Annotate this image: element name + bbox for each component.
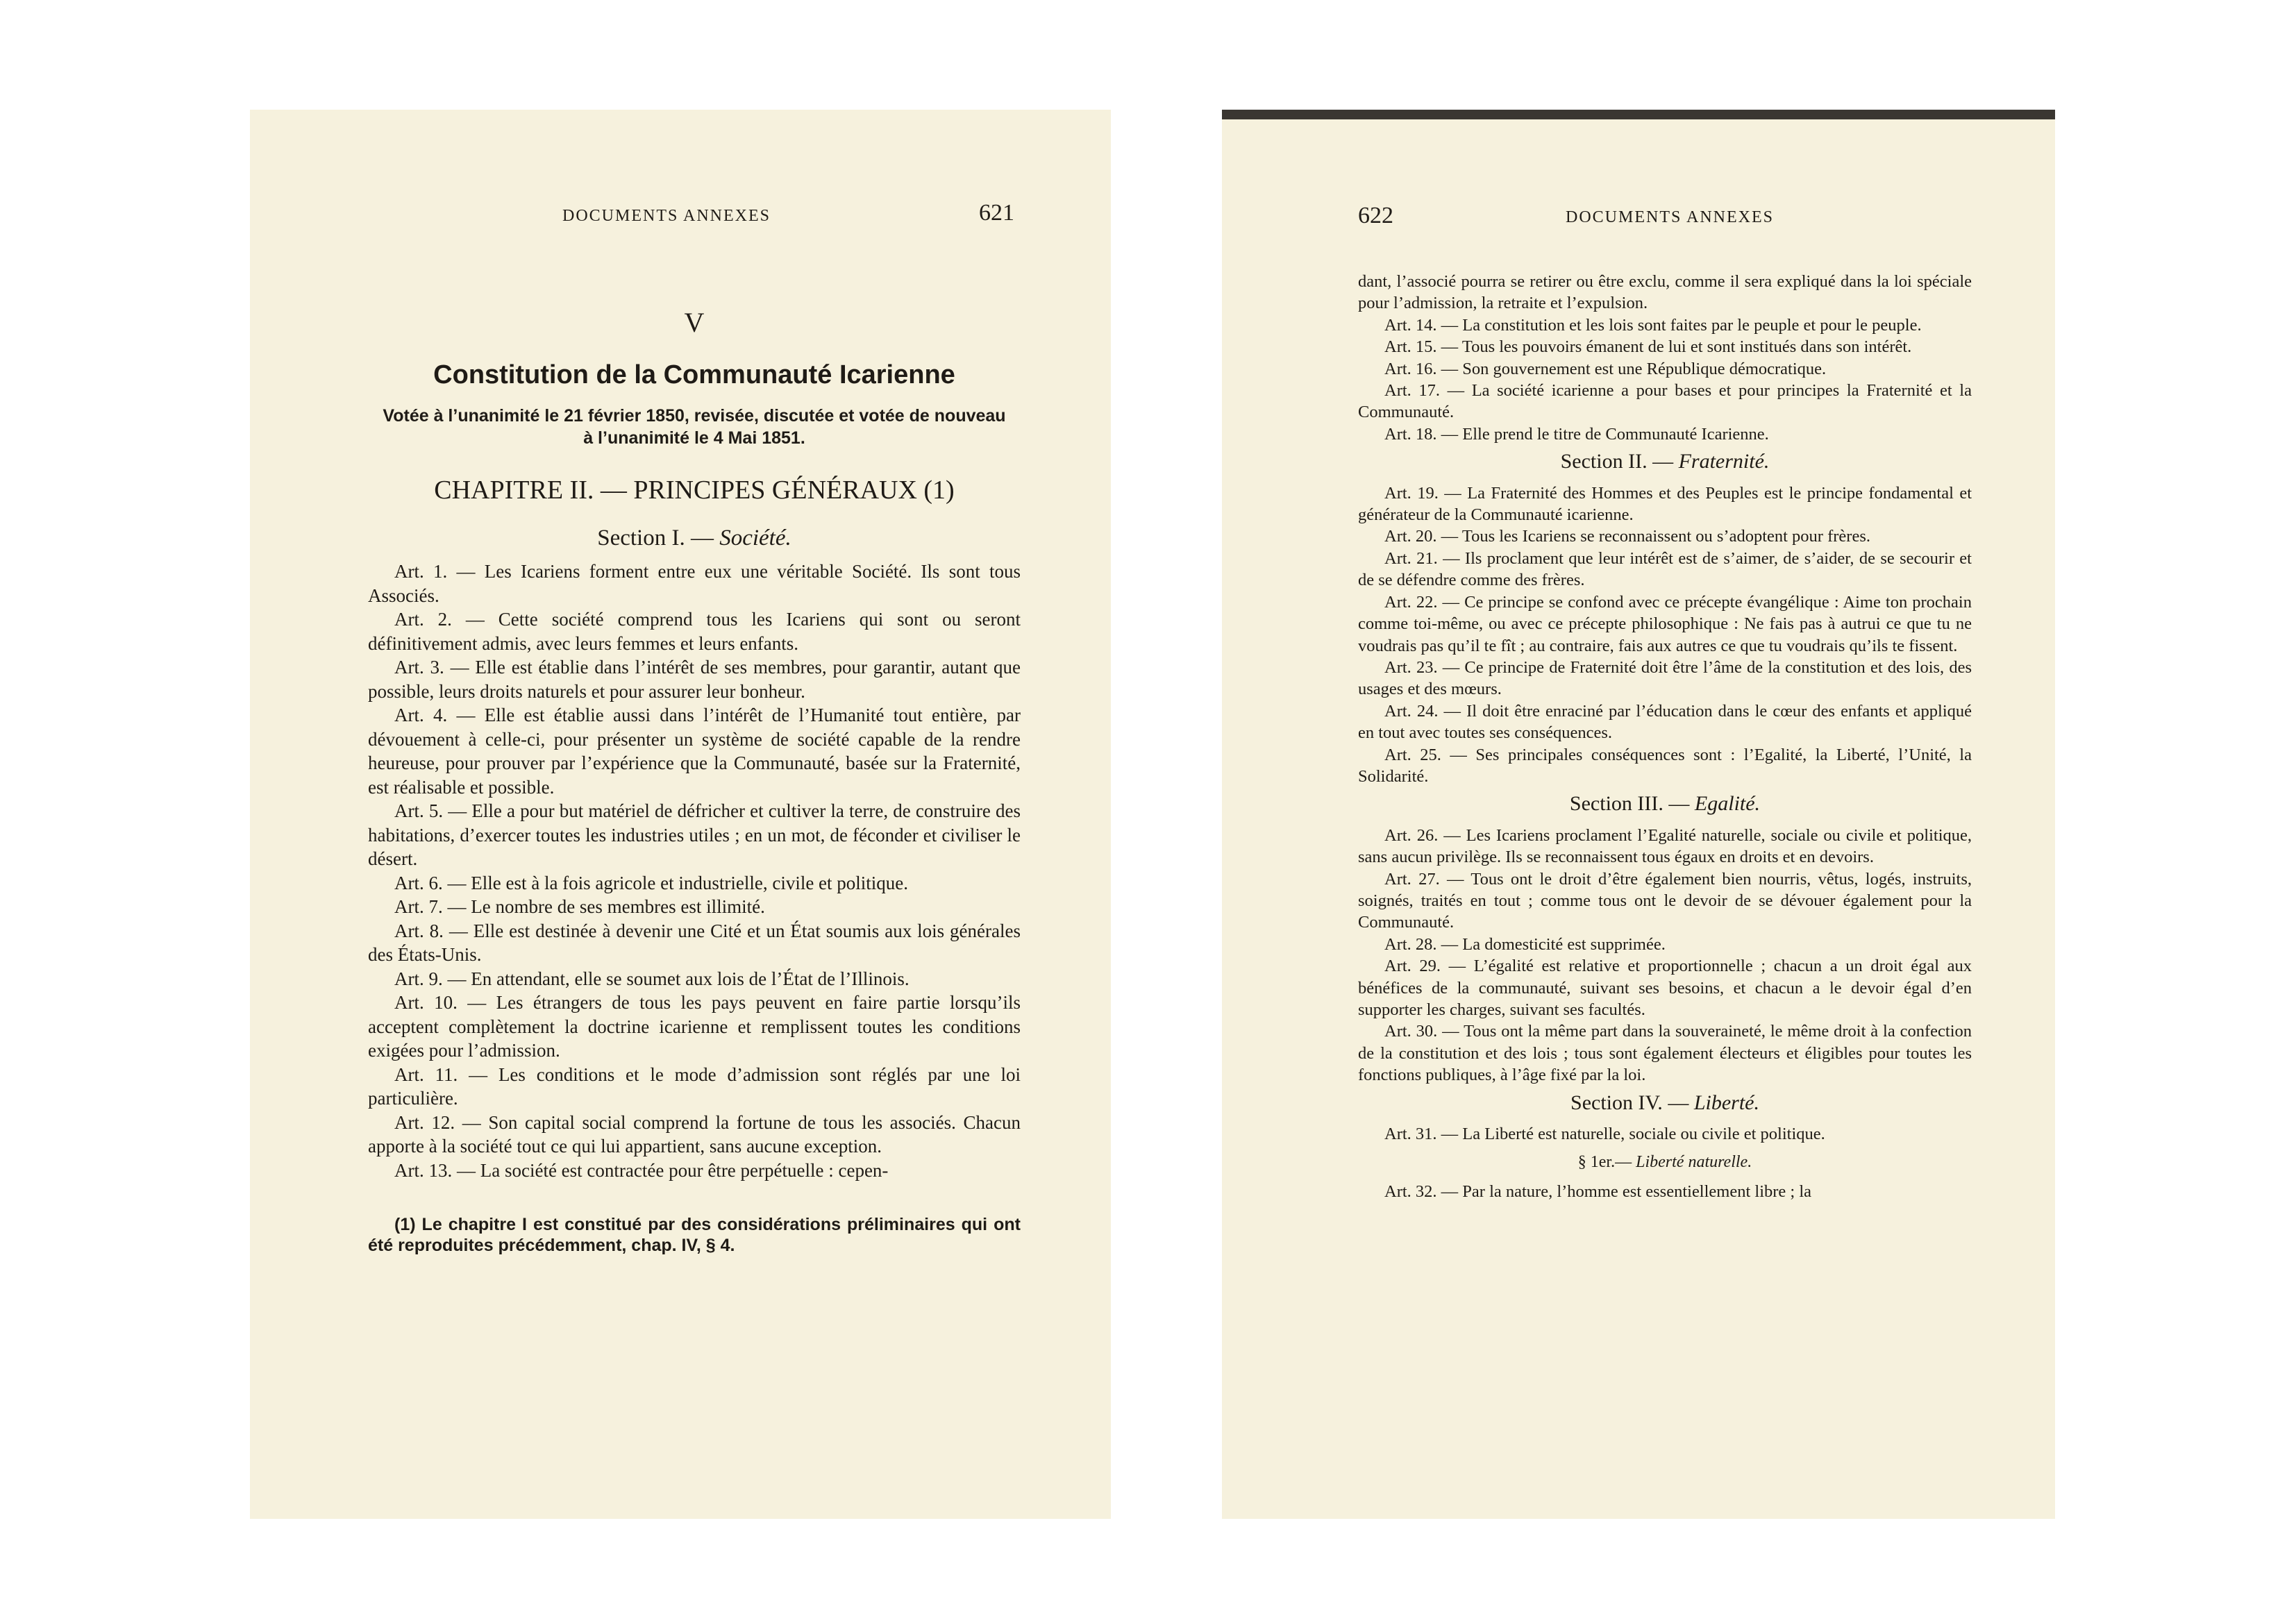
article: Art. 20. — Tous les Icariens se reconnaissent ou s’adoptent pour frères. bbox=[1384, 527, 1870, 546]
right-page bbox=[1222, 110, 2055, 1519]
continuation-text: dant, l’associé pourra se retirer ou être exclu, comme il sera expliqué dans la loi spéciale pour l’admission, la retraite et l’expulsion. bbox=[1358, 272, 1972, 313]
chapter-heading: CHAPITRE II. — PRINCIPES GÉNÉRAUX (1) bbox=[434, 476, 955, 505]
article: Art. 30. — Tous ont la même part dans la souveraineté, le même droit à la confection de la constitution et des lois ; tous sont également électeurs et éligibles pour toutes les fonctions publiques, à l’âge fixé par la loi. bbox=[1358, 1022, 1972, 1085]
section-number: IV. bbox=[1638, 1091, 1663, 1114]
article: Art. 22. — Ce principe se confond avec ce précepte évangélique : Aime ton prochain comme toi-même, ou avec ce précepte philosophique : Ne fais pas à autrui ce que tu ne voudrais pas qu’il te fît ; au contraire, fais aux autres ce que tu voudrais qu’ils te fissent. bbox=[1358, 592, 1972, 655]
section-heading bbox=[1358, 1092, 1972, 1113]
article: Art. 4. — Elle est établie aussi dans l’intérêt de l’Humanité tout entière, par dévouement à celle-ci, pour présenter un système de société capable de la rendre heureuse, pour prouver par l’expérience que la Communauté, basée sur la Fraternité, est réalisable et possible. bbox=[368, 705, 1021, 798]
page-body bbox=[1222, 271, 2055, 1202]
article: Art. 13. — La société est contractée pour être perpétuelle : cepen- bbox=[394, 1159, 889, 1181]
page-number: 622 bbox=[1358, 203, 1393, 228]
page-body bbox=[250, 307, 1111, 1256]
section-number: III. bbox=[1637, 792, 1664, 816]
section-dash: — bbox=[690, 525, 714, 550]
document-number: V bbox=[684, 307, 705, 338]
section-name: Fraternité. bbox=[1678, 450, 1770, 473]
running-title: DOCUMENTS ANNEXES bbox=[1566, 208, 1775, 226]
article: Art. 15. — Tous les pouvoirs émanent de lui et sont institués dans son intérêt. bbox=[1384, 337, 1912, 357]
article: Art. 18. — Elle prend le titre de Communauté Icarienne. bbox=[1384, 424, 1769, 444]
section-name: Egalité. bbox=[1694, 792, 1761, 816]
left-page bbox=[250, 110, 1111, 1519]
article: Art. 14. — La constitution et les lois sont faites par le peuple et pour le peuple. bbox=[1384, 315, 1922, 335]
article: Art. 8. — Elle est destinée à devenir une Cité et un État soumis aux lois générales des États-Unis. bbox=[368, 920, 1021, 965]
section-dash: — bbox=[1668, 792, 1690, 816]
section-heading bbox=[1358, 793, 1972, 814]
section-label: Section bbox=[1560, 450, 1623, 473]
section-label: Section bbox=[1570, 1091, 1634, 1114]
page-number: 621 bbox=[979, 200, 1014, 226]
article: Art. 25. — Ses principales conséquences sont : l’Egalité, la Liberté, l’Unité, la Solidarité. bbox=[1358, 745, 1972, 786]
section-number: I. bbox=[671, 525, 685, 550]
article: Art. 5. — Elle a pour but matériel de défricher et cultiver la terre, de construire des habitations, d’exercer toutes les industries utiles ; en un mot, de féconder et civiliser le désert. bbox=[368, 800, 1021, 869]
article: Art. 17. — La société icarienne a pour bases et pour principes la Fraternité et la Communauté. bbox=[1358, 381, 1972, 422]
article: Art. 10. — Les étrangers de tous les pays peuvent en faire partie lorsqu’ils acceptent complètement la doctrine icarienne et remplissent toutes les conditions exigées pour l’admission. bbox=[368, 992, 1021, 1061]
section-heading bbox=[1358, 451, 1972, 472]
article: Art. 7. — Le nombre de ses membres est illimité. bbox=[394, 896, 765, 917]
footnote: (1) Le chapitre I est constitué par des considérations préliminaires qui ont été reproduites précédemment, chap. IV, § 4. bbox=[368, 1215, 1021, 1255]
paragraph-name: Liberté naturelle. bbox=[1636, 1153, 1752, 1172]
article: Art. 26. — Les Icariens proclament l’Egalité naturelle, sociale ou civile et politique, sans aucun privilège. Ils se reconnaissent tous égaux en droits et en devoirs. bbox=[1358, 825, 1972, 867]
section-dash: — bbox=[1652, 450, 1674, 473]
article: Art. 6. — Elle est à la fois agricole et industrielle, civile et politique. bbox=[394, 872, 909, 893]
article: Art. 9. — En attendant, elle se soumet aux lois de l’État de l’Illinois. bbox=[394, 968, 910, 989]
article: Art. 23. — Ce principe de Fraternité doit être l’âme de la constitution et des lois, des usages et des mœurs. bbox=[1358, 657, 1972, 699]
article: Art. 11. — Les conditions et le mode d’admission sont réglés par une loi particulière. bbox=[368, 1063, 1021, 1109]
article: Art. 2. — Cette société comprend tous les Icariens qui sont ou seront définitivement admis, avec leurs femmes et leurs enfants. bbox=[368, 609, 1021, 654]
running-title: DOCUMENTS ANNEXES bbox=[562, 207, 771, 225]
article: Art. 12. — Son capital social comprend la fortune de tous les associés. Chacun apporte à la société tout ce qui lui appartient, sans aucune exception. bbox=[368, 1111, 1021, 1157]
article: Art. 32. — Par la nature, l’homme est essentiellement libre ; la bbox=[1384, 1181, 1812, 1201]
section-dash: — bbox=[1668, 1091, 1689, 1114]
article: Art. 29. — L’égalité est relative et proportionnelle ; chacun a un droit égal aux bénéfices de la communauté, suivant ses besoins, et chacun a le devoir égal d’en supporter les charges, suivant ses facultés. bbox=[1358, 957, 1972, 1019]
article: Art. 31. — La Liberté est naturelle, sociale ou civile et politique. bbox=[1384, 1125, 1825, 1144]
paragraph-number: § 1er.— bbox=[1577, 1153, 1632, 1172]
document-subtitle: Votée à l’unanimité le 21 février 1850, revisée, discutée et votée de nouveau à l’unanimité le 4 Mai 1851. bbox=[383, 406, 1006, 448]
article: Art. 28. — La domesticité est supprimée. bbox=[1384, 934, 1666, 954]
article: Art. 21. — Ils proclament que leur intérêt est de s’aimer, de s’aider, de se secourir et de se défendre comme des frères. bbox=[1358, 548, 1972, 590]
running-head bbox=[1222, 193, 2055, 235]
section-label: Section bbox=[597, 525, 667, 550]
article: Art. 1. — Les Icariens forment entre eux une véritable Société. Ils sont tous Associés. bbox=[368, 561, 1021, 606]
article: Art. 16. — Son gouvernement est une République démocratique. bbox=[1384, 359, 1827, 378]
section-name: Liberté. bbox=[1693, 1091, 1759, 1114]
article: Art. 27. — Tous ont le droit d’être également bien nourris, vêtus, logés, instruits, soignés, traités en tout ; comme tous ont le devoir de se dévouer également pour la Communauté. bbox=[1358, 869, 1972, 932]
paragraph-heading bbox=[1358, 1152, 1972, 1173]
article: Art. 19. — La Fraternité des Hommes et des Peuples est le principe fondamental et générateur de la Communauté icarienne. bbox=[1358, 483, 1972, 525]
running-head bbox=[250, 193, 1111, 235]
scan-edge bbox=[1222, 110, 2055, 119]
article: Art. 3. — Elle est établie dans l’intérêt de ses membres, pour garantir, autant que possible, leurs droits naturels et pour assurer leur bonheur. bbox=[368, 657, 1021, 702]
section-label: Section bbox=[1569, 792, 1632, 816]
section-name: Société. bbox=[719, 525, 791, 550]
section-number: II. bbox=[1628, 450, 1648, 473]
section-heading bbox=[368, 526, 1021, 550]
article: Art. 24. — Il doit être enraciné par l’éducation dans le cœur des enfants et appliqué en tout avec toutes ses conséquences. bbox=[1358, 701, 1972, 743]
document-title: Constitution de la Communauté Icarienne bbox=[433, 360, 955, 389]
